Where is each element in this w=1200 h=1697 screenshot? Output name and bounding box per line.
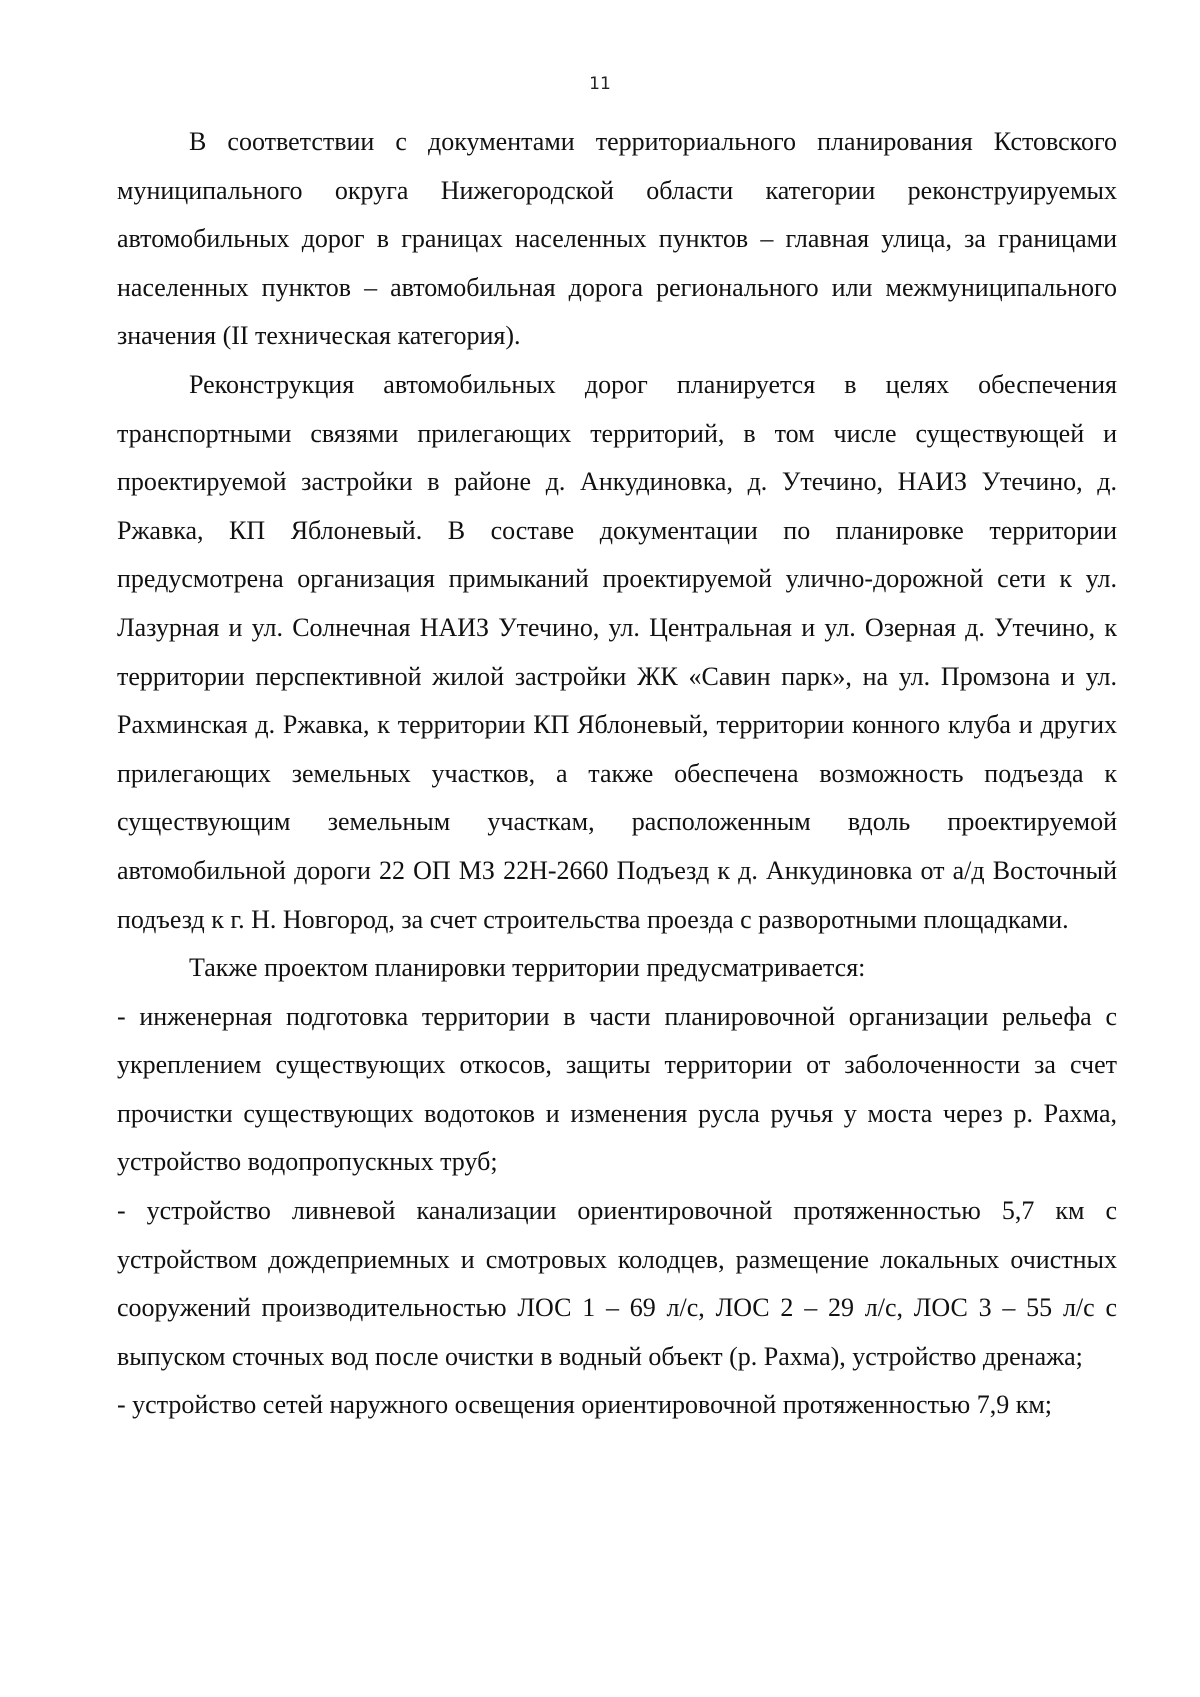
list-item-storm-sewer: - устройство ливневой канализации ориентировочной протяженностью 5,7 км с устройством дождеприемных и смотровых колодцев, размещение локальных очистных сооружений производительностью ЛОС 1 – 69 л/с, ЛОС 2 – 29 л/с, ЛОС 3 – 55 л/с с выпуском сточных вод после очистки в водный объект (р. Рахма), устройство дренажа;	[117, 1196, 1117, 1371]
paragraph-reconstruction-goals: Реконструкция автомобильных дорог планируется в целях обеспечения транспортными связями прилегающих территорий, в том числе существующей и проектируемой застройки в районе д. Анкудиновка, д. Утечино, НАИЗ Утечино, д. Ржавка, КП Яблоневый. В составе документации по планировке территории предусмотрена организация примыканий проектируемой улично-дорожной сети к ул. Лазурная и ул. Солнечная НАИЗ Утечино, ул. Центральная и ул. Озерная д. Утечино, к территории перспективной жилой застройки ЖК «Савин парк», на ул. Промзона и ул. Рахминская д. Ржавка, к территории КП Яблоневый, территории конного клуба и других прилегающих земельных участков, а также обеспечена возможность подъезда к существующим земельным участкам, расположенным вдоль проектируемой автомобильной дороги 22 ОП МЗ 22Н-2660 Подъезд к д. Анкудиновка от а/д Восточный подъезд к г. Н. Новгород, за счет строительства проезда с разворотными площадками.	[117, 369, 1117, 934]
paragraph-territorial-planning: В соответствии с документами территориального планирования Кстовского муниципального округа Нижегородской области категории реконструируемых автомобильных дорог в границах населенных пунктов – главная улица, за границами населенных пунктов – автомобильная дорога регионального или межмуниципального значения (II техническая категория).	[117, 127, 1117, 351]
page-number: 11	[589, 74, 611, 94]
list-item-outdoor-lighting: - устройство сетей наружного освещения ориентировочной протяженностью 7,9 км;	[117, 1390, 1053, 1420]
list-item-engineering-preparation: - инженерная подготовка территории в части планировочной организации рельефа с укреплением существующих откосов, защиты территории от заболоченности за счет прочистки существующих водотоков и изменения русла ручья у моста через р. Рахма, устройство водопропускных труб;	[117, 1001, 1117, 1177]
document-body	[117, 118, 1117, 1430]
paragraph-project-provisions: Также проектом планировки территории предусматривается:	[189, 953, 866, 983]
